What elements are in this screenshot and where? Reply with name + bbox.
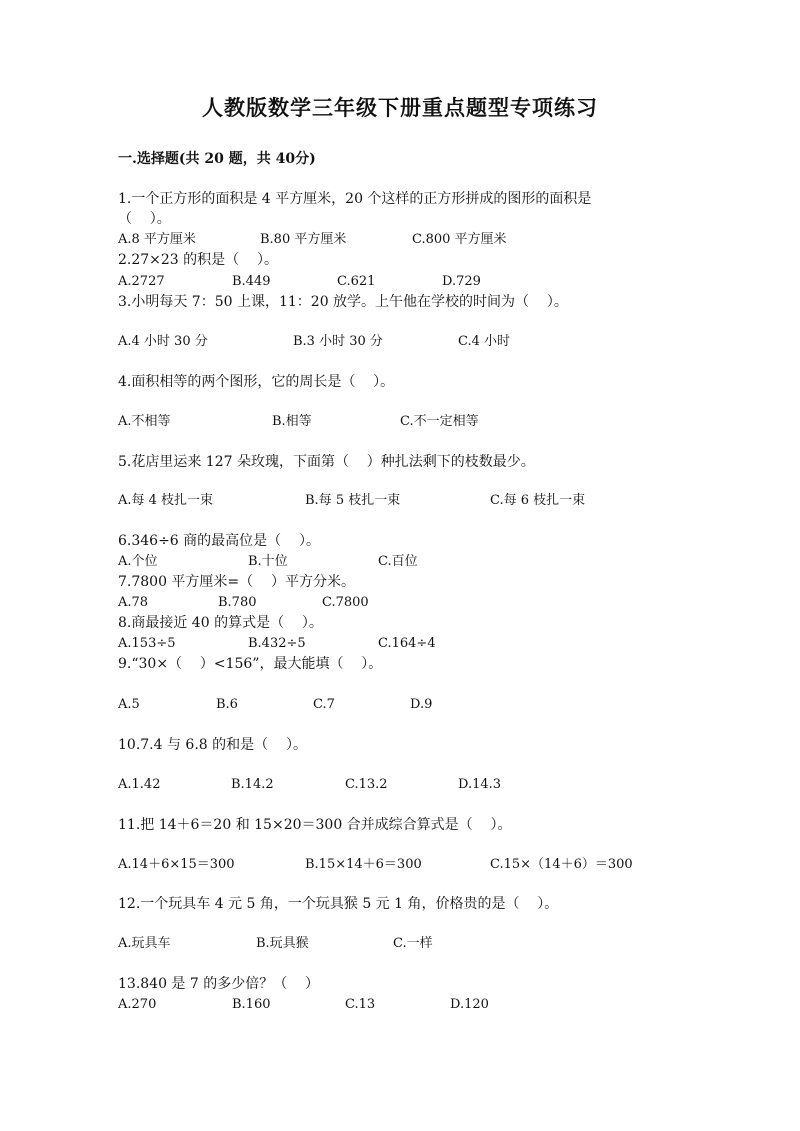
question-11-option-a: A.14＋6×15＝300	[118, 857, 235, 872]
question-11-option-b: B.15×14＋6＝300	[305, 857, 422, 872]
question-5-option-a: A.每 4 枝扎一束	[118, 493, 214, 508]
page-title: 人教版数学三年级下册重点题型专项练习	[202, 95, 598, 120]
question-8-option-b: B.432÷5	[248, 636, 306, 651]
question-7-option-b: B.780	[218, 595, 257, 610]
question-4-text: 4.面积相等的两个图形，它的周长是（ ）。	[118, 374, 395, 390]
question-8-option-c: C.164÷4	[378, 636, 436, 651]
question-4-option-c: C.不一定相等	[400, 414, 479, 429]
question-13-text: 13.840 是 7 的多少倍？（ ）	[118, 976, 320, 992]
question-12-option-b: B.玩具猴	[256, 936, 309, 951]
question-13-option-b: B.160	[232, 997, 271, 1012]
question-12-option-a: A.玩具车	[118, 936, 171, 951]
question-5-option-b: B.每 5 枝扎一束	[305, 493, 401, 508]
question-12-text: 12.一个玩具车 4 元 5 角，一个玩具猴 5 元 1 角，价格贵的是（ ）。	[118, 896, 559, 912]
question-10-text: 10.7.4 与 6.8 的和是（ ）。	[118, 737, 307, 753]
question-6-option-b: B.十位	[248, 554, 288, 569]
question-13-option-d: D.120	[450, 997, 489, 1012]
question-9-option-a: A.5	[118, 697, 140, 712]
question-4-option-b: B.相等	[272, 414, 312, 429]
question-1-line-1: 1.一个正方形的面积是 4 平方厘米，20 个这样的正方形拼成的图形的面积是	[118, 191, 592, 207]
question-2-option-c: C.621	[337, 274, 376, 289]
question-3-option-b: B.3 小时 30 分	[293, 334, 383, 349]
question-10-option-d: D.14.3	[458, 777, 502, 792]
question-2-option-b: B.449	[232, 274, 271, 289]
question-9-option-b: B.6	[216, 697, 238, 712]
question-3-text: 3.小明每天 7：50 上课，11：20 放学。上午他在学校的时间为（ ）。	[118, 294, 568, 310]
question-9-text: 9.“30×（ ）<156”，最大能填（ ）。	[118, 656, 383, 672]
question-12-option-c: C.一样	[393, 936, 433, 951]
question-6-option-a: A.个位	[118, 554, 158, 569]
question-10-option-a: A.1.42	[118, 777, 161, 792]
question-2-option-d: D.729	[442, 274, 481, 289]
question-13-option-a: A.270	[118, 997, 157, 1012]
question-11-text: 11.把 14＋6＝20 和 15×20＝300 合并成综合算式是（ ）。	[118, 817, 512, 833]
question-1-line-2: （ ）。	[118, 211, 171, 227]
question-2-text: 2.27×23 的积是（ ）。	[118, 252, 278, 268]
question-6-text: 6.346÷6 商的最高位是（ ）。	[118, 533, 320, 549]
question-6-option-c: C.百位	[378, 554, 418, 569]
question-5-option-c: C.每 6 枝扎一束	[490, 493, 586, 508]
question-1-option-b: B.80 平方厘米	[260, 232, 347, 247]
question-9-option-c: C.7	[313, 697, 335, 712]
section-heading: 一.选择题(共 20 题，共 40分)	[118, 151, 316, 167]
question-7-option-a: A.78	[118, 595, 149, 610]
question-8-text: 8.商最接近 40 的算式是（ ）。	[118, 615, 323, 631]
question-8-option-a: A.153÷5	[118, 636, 176, 651]
question-3-option-a: A.4 小时 30 分	[118, 334, 208, 349]
question-10-option-c: C.13.2	[345, 777, 388, 792]
question-11-option-c: C.15×（14＋6）＝300	[490, 857, 633, 872]
question-1-option-c: C.800 平方厘米	[412, 232, 507, 247]
question-7-text: 7.7800 平方厘米=（ ）平方分米。	[118, 574, 355, 590]
question-5-text: 5.花店里运来 127 朵玫瑰，下面第（ ）种扎法剩下的枝数最少。	[118, 454, 535, 470]
question-4-option-a: A.不相等	[118, 414, 171, 429]
question-10-option-b: B.14.2	[231, 777, 274, 792]
question-13-option-c: C.13	[345, 997, 376, 1012]
question-2-option-a: A.2727	[118, 274, 165, 289]
question-3-option-c: C.4 小时	[458, 334, 511, 349]
question-1-option-a: A.8 平方厘米	[118, 232, 196, 247]
question-7-option-c: C.7800	[322, 595, 369, 610]
question-9-option-d: D.9	[410, 697, 433, 712]
